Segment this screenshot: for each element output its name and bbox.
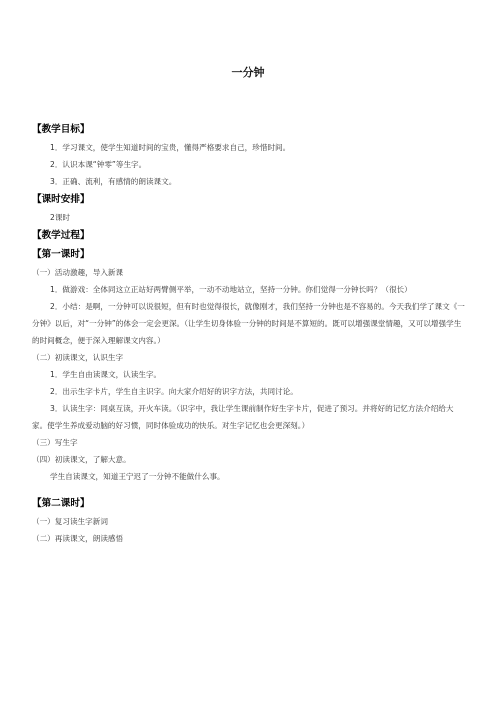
lesson2-heading: 【第二课时】: [32, 498, 90, 509]
objective-item: 1．学习课文，使学生知道时间的宝贵，懂得严格要求自己，珍惜时间。: [50, 143, 291, 152]
objective-item: 2．认识本课“钟零”等生字。: [50, 160, 147, 169]
process-heading: 【教学过程】: [32, 230, 90, 241]
lesson1-part1-paragraph: 2．小结：是啊，一分钟可以说很短，但有时也觉得很长，就像刚才，我们坚持一分钟也是不容易的。今天我们学了课文《一分钟》以后，对“一分钟”的体会一定会更深。（让学生切身体验一分钟的时间是不算短的。既可以增强课堂情趣，又可以增强学生的时间概念，便于深入理解课文内容。）: [32, 302, 465, 345]
lesson1-part2-paragraph: 2．出示生字卡片，学生自主识字。向大家介绍好的识字方法，共同讨论。: [50, 387, 298, 396]
objectives-heading: 【教学目标】: [32, 124, 90, 135]
lesson1-part2-paragraph: 3．认读生字：同桌互读，开火车读。（识字中，我让学生课前制作好生字卡片，促进了预习。并将好的记忆方法介绍给大家。使学生养成爱动脑的好习惯，同时体验成功的快乐。对生字记忆也会更深刻。）: [32, 404, 454, 430]
section-spacer: [32, 485, 468, 494]
lesson1-heading: 【第一课时】: [32, 249, 90, 260]
objective-item: 3．正确、流利，有感情的朗读课文。: [50, 177, 177, 186]
lesson1-part2-paragraph: 1．学生自由读课文，认读生字。: [50, 370, 162, 379]
schedule-value: 2课时: [50, 213, 71, 222]
lesson1-part3-title: （三）写生字: [32, 438, 78, 447]
lesson1-part1-title: （一）活动激趣，导入新课: [32, 268, 124, 277]
document-body: [32, 120, 468, 547]
lesson2-part2-title: （二）再读课文，朗读感悟: [32, 534, 124, 543]
document-title: 一分钟: [231, 66, 265, 79]
lesson1-part1-paragraph: 1．做游戏：全体同这立正站好两臂侧平举，一动不动地站立，坚持一分钟。你们觉得一分钟长吗？（很长）: [50, 285, 412, 294]
lesson1-part4-paragraph: 学生自读课文，知道王宁迟了一分钟不能做什么事。: [50, 472, 225, 481]
lesson1-part4-title: （四）初读课文，了解大意。: [32, 455, 131, 464]
lesson2-part1-title: （一）复习读生字新词: [32, 517, 108, 526]
schedule-heading: 【课时安排】: [32, 194, 90, 205]
lesson1-part2-title: （二）初读课文，认识生字: [32, 353, 124, 362]
